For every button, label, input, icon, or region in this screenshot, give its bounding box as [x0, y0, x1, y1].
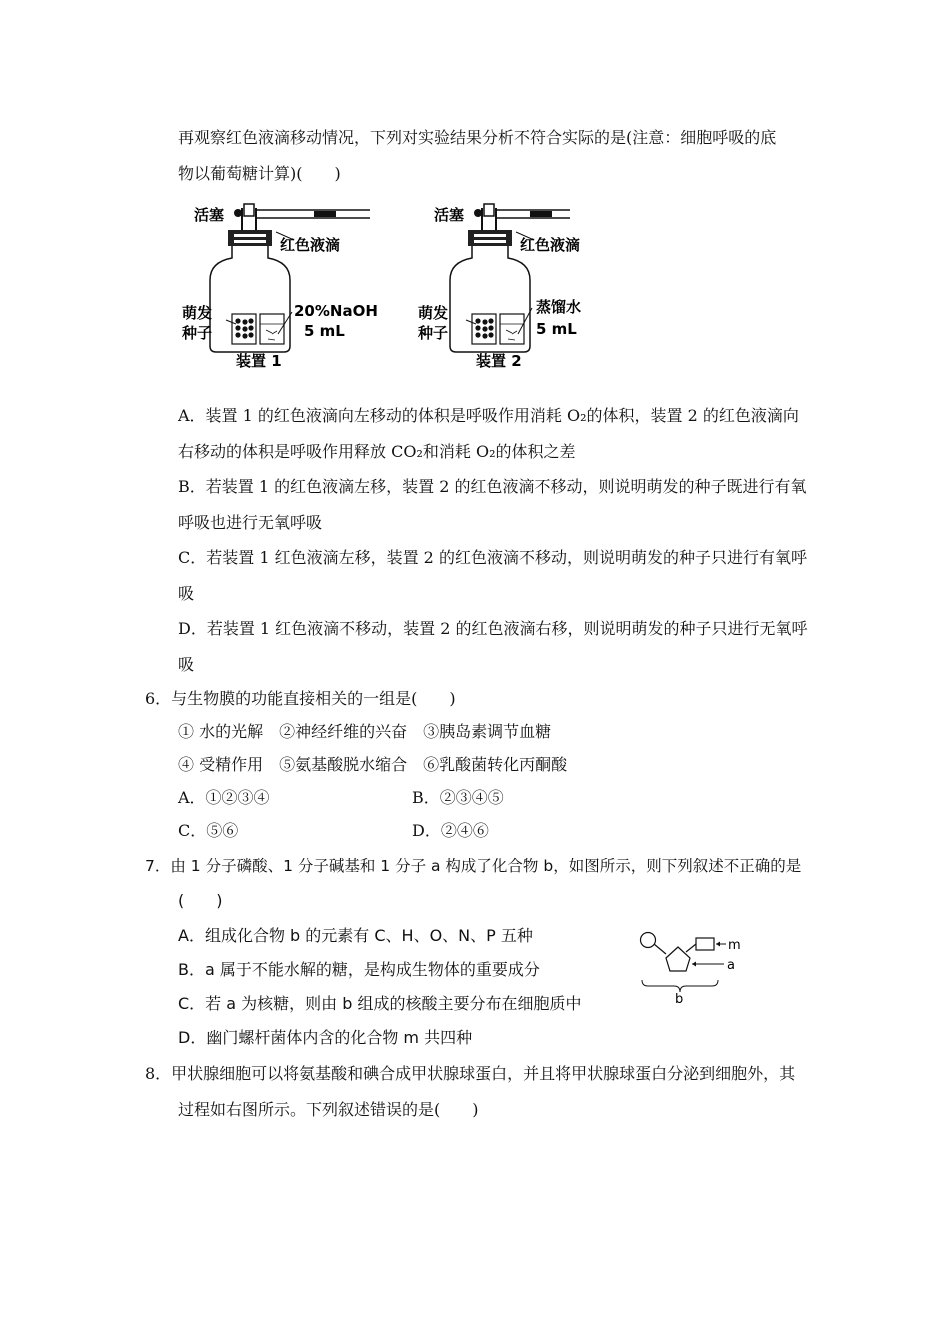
- q6-stem: 6．与生物膜的功能直接相关的一组是( ): [145, 689, 456, 708]
- red-droplet-icon: [314, 211, 336, 217]
- q6-option-b: B．②③④⑤: [412, 788, 504, 807]
- nucleotide-figure: [636, 930, 756, 1006]
- apparatus-2-caption: 装置 2: [476, 352, 522, 370]
- q5-option-b-line2: 呼吸也进行无氧呼吸: [178, 513, 323, 532]
- q7-option-c: C．若 a 为核糖，则由 b 组成的核酸主要分布在细胞质中: [178, 994, 582, 1013]
- q7-stem: 7．由 1 分子磷酸、1 分子碱基和 1 分子 a 构成了化合物 b，如图所示，则下列叙述不正确的是: [145, 857, 802, 875]
- q5-option-c-line1: C．若装置 1 红色液滴左移，装置 2 的红色液滴不移动，则说明萌发的种子只进行有氧呼: [178, 548, 807, 567]
- stopcock-valve-icon: [234, 209, 242, 217]
- naoh-label: 20%NaOH: [294, 302, 378, 320]
- q7-blank: ( ): [178, 891, 223, 910]
- droplet-label-1: 红色液滴: [280, 236, 341, 254]
- q5-option-b-line1: B．若装置 1 的红色液滴左移，装置 2 的红色液滴不移动，则说明萌发的种子既进行有氧: [178, 477, 807, 496]
- respiration-apparatus-figure: [180, 196, 600, 376]
- q5-option-a-line1: A．装置 1 的红色液滴向左移动的体积是呼吸作用消耗 O₂的体积，装置 2 的红色液滴向: [178, 406, 799, 425]
- stopcock-label-2: 活塞: [434, 206, 465, 224]
- q5-intro-line2: 物以葡萄糖计算)( ): [178, 164, 341, 183]
- volume-label-1: 5 mL: [304, 322, 345, 340]
- q7-option-b: B．a 属于不能水解的糖，是构成生物体的重要成分: [178, 960, 540, 979]
- seeds-label-1a: 萌发: [182, 304, 213, 322]
- phosphate-circle-icon: [641, 933, 656, 948]
- q7-option-d: D．幽门螺杆菌体内含的化合物 m 共四种: [178, 1028, 473, 1047]
- apparatus-1: [181, 204, 378, 370]
- seeds-label-2b: 种子: [418, 324, 449, 342]
- q8-stem-line1: 8．甲状腺细胞可以将氨基酸和碘合成甲状腺球蛋白，并且将甲状腺球蛋白分泌到细胞外，其: [145, 1064, 796, 1083]
- red-droplet-icon: [530, 211, 552, 217]
- stopcock-valve-icon: [474, 209, 482, 217]
- water-label: 蒸馏水: [536, 298, 582, 316]
- label-m: m: [728, 938, 741, 953]
- stopcock-label-1: 活塞: [194, 206, 225, 224]
- q6-items-row2: ④ 受精作用 ⑤氨基酸脱水缩合 ⑥乳酸菌转化丙酮酸: [178, 755, 568, 774]
- seeds-label-2a: 萌发: [418, 304, 449, 322]
- label-a: a: [727, 958, 735, 973]
- q5-option-c-line2: 吸: [178, 584, 195, 603]
- q8-stem-line2: 过程如右图所示。下列叙述错误的是( ): [178, 1100, 479, 1119]
- apparatus-1-caption: 装置 1: [236, 352, 282, 370]
- pentose-sugar-icon: [666, 947, 690, 971]
- droplet-label-2: 红色液滴: [520, 236, 581, 254]
- q5-intro-line1: 再观察红色液滴移动情况，下列对实验结果分析不符合实际的是(注意：细胞呼吸的底: [178, 128, 777, 147]
- label-b: b: [675, 992, 684, 1006]
- apparatus-2: [417, 204, 581, 370]
- q5-option-a-line2: 右移动的体积是呼吸作用释放 CO₂和消耗 O₂的体积之差: [178, 442, 576, 461]
- q6-items-row1: ① 水的光解 ②神经纤维的兴奋 ③胰岛素调节血糖: [178, 722, 552, 741]
- q5-option-d-line1: D．若装置 1 红色液滴不移动，装置 2 的红色液滴右移，则说明萌发的种子只进行无氧呼: [178, 619, 808, 638]
- q6-option-a: A．①②③④: [178, 788, 270, 807]
- q6-option-d: D．②④⑥: [412, 821, 489, 840]
- seeds-label-1b: 种子: [182, 324, 213, 342]
- base-rect-icon: [696, 938, 714, 950]
- q6-option-c: C．⑤⑥: [178, 821, 239, 840]
- volume-label-2: 5 mL: [536, 320, 577, 338]
- q5-option-d-line2: 吸: [178, 655, 195, 674]
- q7-option-a: A．组成化合物 b 的元素有 C、H、O、N、P 五种: [178, 926, 533, 945]
